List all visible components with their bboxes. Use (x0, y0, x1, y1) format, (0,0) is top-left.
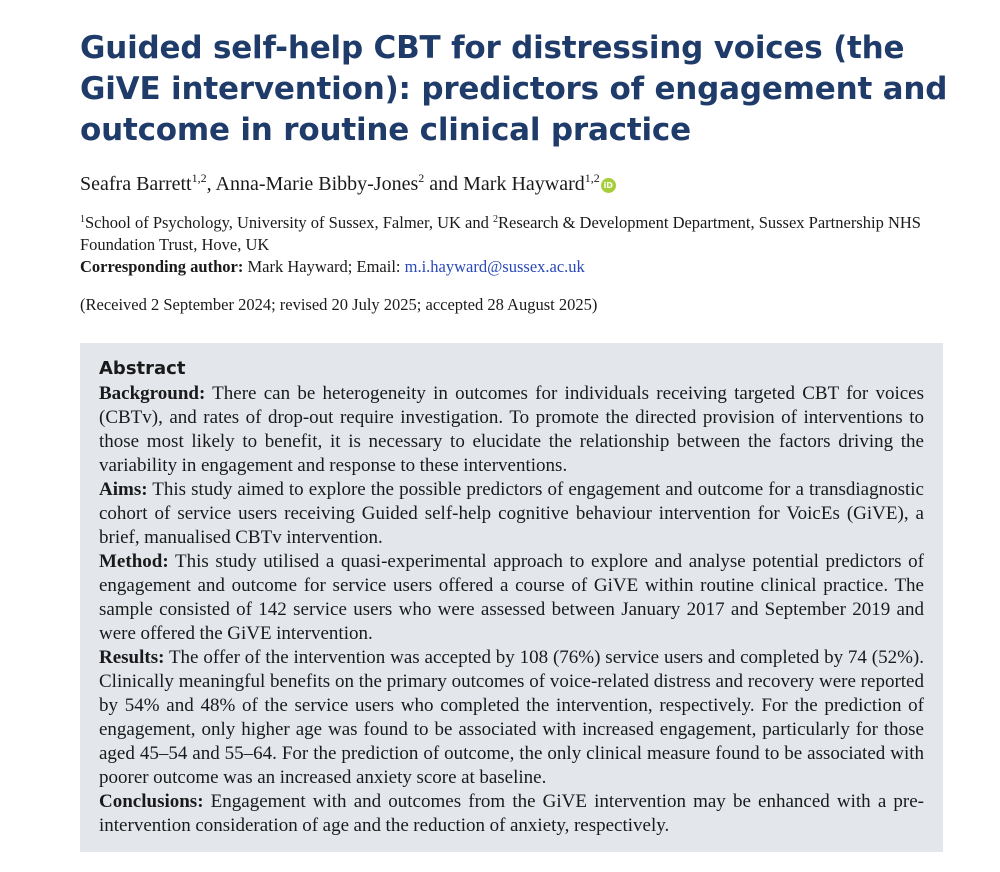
section-text: Engagement with and outcomes from the GiVE intervention may be enhanced with a pre-intervention consideration of age and the reduction of anxiety, respectively. (99, 791, 924, 836)
email-link[interactable]: m.i.hayward@sussex.ac.uk (404, 257, 585, 276)
author-separator: and (424, 173, 464, 195)
affiliation-text: Research & Development Department, Sussex Partnership NHS Foundation Trust, Hove, UK (80, 213, 921, 254)
author-name: Mark Hayward (463, 173, 585, 195)
corresponding-author (80, 256, 585, 278)
section-text: This study utilised a quasi-experimental approach to explore and analyse potential predictors of engagement and outcome for service users offered a course of GiVE within routine clinical practice. The sample consisted of 142 service users who were assessed between January 2017 and September 2019 and were offered the GiVE intervention. (99, 551, 924, 644)
section-text: There can be heterogeneity in outcomes for individuals receiving targeted CBT for voices (CBTv), and rates of drop-out require investigation. To promote the directed provision of interventions to those most likely to benefit, it is necessary to elucidate the relationship between the factors driving the variability in engagement and response to these interventions. (99, 383, 924, 476)
section-text: This study aimed to explore the possible predictors of engagement and outcome for a transdiagnostic cohort of service users receiving Guided self-help cognitive behaviour intervention for VoicEs (GiVE), a brief, manualised CBTv intervention. (99, 479, 924, 548)
abstract-aims (99, 478, 924, 550)
author-list (80, 170, 616, 198)
section-label: Method: (99, 551, 169, 572)
author-name: Anna-Marie Bibby-Jones (215, 173, 419, 195)
corresponding-text: Mark Hayward; Email: (243, 257, 405, 276)
author-affiliation-mark: 2 (418, 171, 425, 185)
received-dates: (Received 2 September 2024; revised 20 July 2025; accepted 28 August 2025) (80, 295, 598, 314)
author-name: Seafra Barrett (80, 173, 192, 195)
section-label: Results: (99, 647, 165, 668)
affiliation-mark: 2 (493, 214, 498, 225)
affiliation-mark: 1 (80, 214, 85, 225)
affiliations (80, 212, 960, 256)
abstract-background (99, 382, 924, 478)
abstract-box (80, 343, 943, 852)
section-label: Conclusions: (99, 791, 204, 812)
section-text: The offer of the intervention was accepted by 108 (76%) service users and completed by 74 (52%). Clinically meaningful benefits on the primary outcomes of voice-related distress and recovery were reported by 54% and 48% of the service users who completed the intervention, respectively. For the prediction of engagement, only higher age was found to be associated with increased engagement, particularly for those aged 45–54 and 55–64. For the prediction of outcome, the only clinical measure found to be associated with poorer outcome was an increased anxiety score at baseline. (99, 647, 924, 788)
abstract-heading: Abstract (99, 358, 186, 379)
abstract-results (99, 646, 924, 790)
affiliation-text: School of Psychology, University of Sussex, Falmer, UK and (85, 213, 493, 232)
section-label: Aims: (99, 479, 148, 500)
orcid-icon[interactable]: iD (601, 178, 616, 193)
abstract-conclusions (99, 790, 924, 838)
paper-title: Guided self-help CBT for distressing voices (the GiVE intervention): predictors of engagement and outcome in routine clinical practice (80, 30, 948, 148)
corresponding-label: Corresponding author: (80, 257, 244, 276)
author-separator: , (206, 173, 216, 195)
author-affiliation-mark: 1,2 (584, 171, 600, 185)
abstract-method (99, 550, 924, 646)
author-affiliation-mark: 1,2 (191, 171, 207, 185)
section-label: Background: (99, 383, 206, 404)
